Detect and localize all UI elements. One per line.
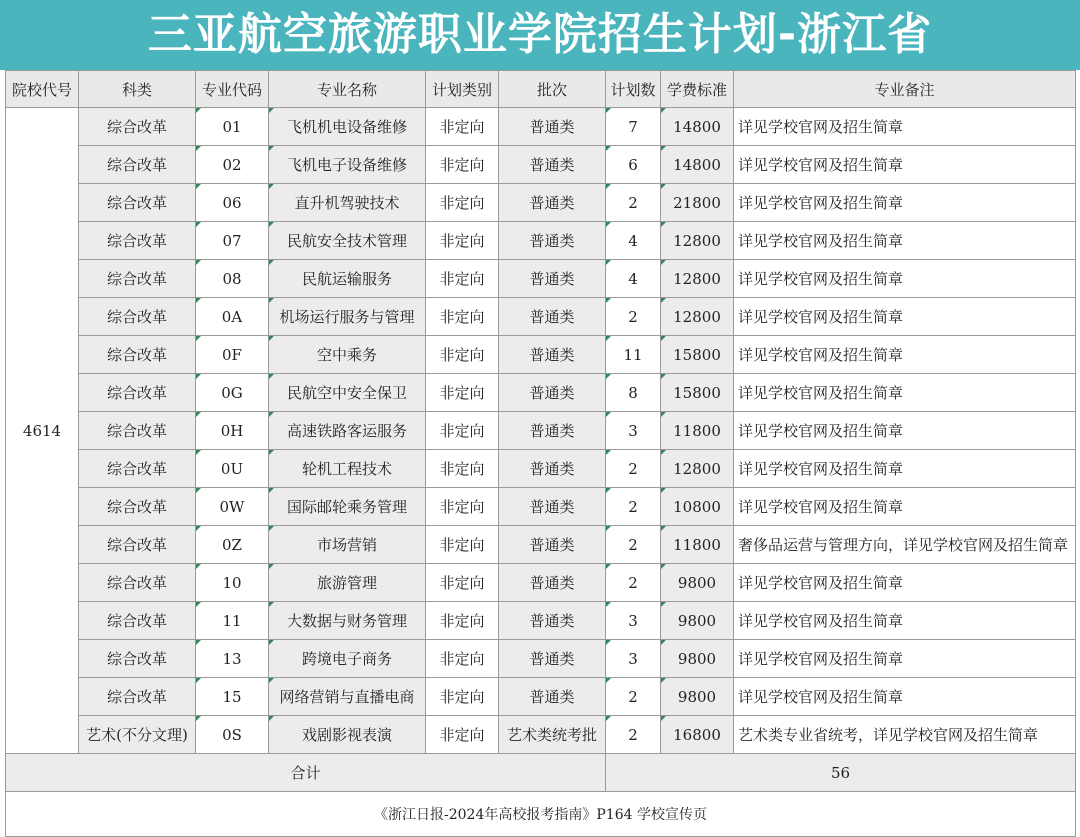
- cell-tuition: 14800: [661, 108, 734, 146]
- cell-plan-type: 非定向: [426, 412, 499, 450]
- cell-notes: 详见学校官网及招生简章: [734, 146, 1076, 184]
- cell-plan-type: 非定向: [426, 336, 499, 374]
- cell-tuition: 14800: [661, 146, 734, 184]
- cell-major-name: 飞机机电设备维修: [269, 108, 426, 146]
- cell-category: 综合改革: [79, 488, 196, 526]
- header-row: [6, 71, 1076, 108]
- cell-tuition: 15800: [661, 374, 734, 412]
- cell-major-code: 08: [196, 260, 269, 298]
- cell-category: 综合改革: [79, 374, 196, 412]
- cell-plan-count: 2: [606, 488, 661, 526]
- cell-category: 综合改革: [79, 260, 196, 298]
- cell-tuition: 9800: [661, 602, 734, 640]
- cell-major-name: 旅游管理: [269, 564, 426, 602]
- cell-major-code: 02: [196, 146, 269, 184]
- cell-category: 艺术(不分文理): [79, 716, 196, 754]
- cell-notes: 详见学校官网及招生简章: [734, 678, 1076, 716]
- cell-plan-type: 非定向: [426, 526, 499, 564]
- cell-category: 综合改革: [79, 184, 196, 222]
- cell-batch: 普通类: [499, 108, 606, 146]
- cell-tuition: 12800: [661, 222, 734, 260]
- cell-batch: 普通类: [499, 602, 606, 640]
- cell-plan-count: 11: [606, 336, 661, 374]
- cell-plan-type: 非定向: [426, 260, 499, 298]
- cell-plan-count: 3: [606, 640, 661, 678]
- cell-batch: 普通类: [499, 146, 606, 184]
- cell-major-name: 空中乘务: [269, 336, 426, 374]
- cell-batch: 普通类: [499, 526, 606, 564]
- cell-plan-type: 非定向: [426, 450, 499, 488]
- cell-major-name: 直升机驾驶技术: [269, 184, 426, 222]
- cell-tuition: 12800: [661, 450, 734, 488]
- cell-batch: 艺术类统考批: [499, 716, 606, 754]
- cell-plan-type: 非定向: [426, 640, 499, 678]
- cell-notes: 详见学校官网及招生简章: [734, 298, 1076, 336]
- cell-plan-type: 非定向: [426, 184, 499, 222]
- cell-major-code: 0W: [196, 488, 269, 526]
- table-row: [6, 108, 1076, 146]
- cell-tuition: 11800: [661, 412, 734, 450]
- cell-major-code: 07: [196, 222, 269, 260]
- cell-plan-count: 7: [606, 108, 661, 146]
- cell-plan-count: 3: [606, 602, 661, 640]
- cell-plan-count: 2: [606, 526, 661, 564]
- cell-tuition: 11800: [661, 526, 734, 564]
- cell-major-name: 国际邮轮乘务管理: [269, 488, 426, 526]
- table-row: [6, 678, 1076, 716]
- cell-plan-count: 3: [606, 412, 661, 450]
- cell-category: 综合改革: [79, 412, 196, 450]
- cell-plan-count: 2: [606, 450, 661, 488]
- table-row: [6, 640, 1076, 678]
- table-row: [6, 564, 1076, 602]
- total-row: [6, 754, 1076, 792]
- cell-plan-count: 2: [606, 564, 661, 602]
- cell-category: 综合改革: [79, 450, 196, 488]
- cell-notes: 详见学校官网及招生简章: [734, 222, 1076, 260]
- cell-tuition: 12800: [661, 260, 734, 298]
- cell-plan-type: 非定向: [426, 564, 499, 602]
- cell-category: 综合改革: [79, 564, 196, 602]
- cell-batch: 普通类: [499, 374, 606, 412]
- cell-major-code: 0G: [196, 374, 269, 412]
- cell-major-name: 市场营销: [269, 526, 426, 564]
- cell-plan-type: 非定向: [426, 716, 499, 754]
- cell-major-code: 10: [196, 564, 269, 602]
- cell-batch: 普通类: [499, 488, 606, 526]
- cell-category: 综合改革: [79, 602, 196, 640]
- cell-notes: 详见学校官网及招生简章: [734, 374, 1076, 412]
- cell-plan-count: 2: [606, 184, 661, 222]
- cell-major-code: 15: [196, 678, 269, 716]
- cell-plan-count: 2: [606, 716, 661, 754]
- cell-notes: 详见学校官网及招生简章: [734, 450, 1076, 488]
- cell-major-code: 0A: [196, 298, 269, 336]
- cell-batch: 普通类: [499, 412, 606, 450]
- table-row: [6, 298, 1076, 336]
- cell-batch: 普通类: [499, 564, 606, 602]
- cell-plan-type: 非定向: [426, 678, 499, 716]
- cell-major-name: 飞机电子设备维修: [269, 146, 426, 184]
- header-school-code: 院校代号: [6, 71, 79, 108]
- cell-major-name: 戏剧影视表演: [269, 716, 426, 754]
- cell-tuition: 21800: [661, 184, 734, 222]
- footer-row: [6, 792, 1076, 837]
- cell-batch: 普通类: [499, 640, 606, 678]
- page-title: 三亚航空旅游职业学院招生计划-浙江省: [147, 9, 933, 60]
- header-tuition: 学费标准: [661, 71, 734, 108]
- cell-notes: 详见学校官网及招生简章: [734, 412, 1076, 450]
- cell-major-name: 民航安全技术管理: [269, 222, 426, 260]
- cell-major-name: 跨境电子商务: [269, 640, 426, 678]
- cell-major-code: 0Z: [196, 526, 269, 564]
- cell-plan-type: 非定向: [426, 298, 499, 336]
- cell-notes: 艺术类专业省统考，详见学校官网及招生简章: [734, 716, 1076, 754]
- table-row: [6, 146, 1076, 184]
- cell-category: 综合改革: [79, 298, 196, 336]
- header-category: 科类: [79, 71, 196, 108]
- cell-category: 综合改革: [79, 678, 196, 716]
- cell-batch: 普通类: [499, 222, 606, 260]
- cell-tuition: 9800: [661, 678, 734, 716]
- cell-notes: 详见学校官网及招生简章: [734, 602, 1076, 640]
- cell-plan-count: 4: [606, 260, 661, 298]
- total-value: 56: [606, 754, 1076, 792]
- cell-plan-type: 非定向: [426, 108, 499, 146]
- header-major-name: 专业名称: [269, 71, 426, 108]
- cell-category: 综合改革: [79, 146, 196, 184]
- cell-notes: 详见学校官网及招生简章: [734, 640, 1076, 678]
- cell-major-code: 0U: [196, 450, 269, 488]
- cell-plan-count: 8: [606, 374, 661, 412]
- cell-major-code: 0H: [196, 412, 269, 450]
- table-row: [6, 450, 1076, 488]
- cell-notes: 详见学校官网及招生简章: [734, 336, 1076, 374]
- cell-major-code: 11: [196, 602, 269, 640]
- admission-plan-table: [5, 70, 1076, 837]
- table-row: [6, 336, 1076, 374]
- header-notes: 专业备注: [734, 71, 1076, 108]
- cell-major-name: 机场运行服务与管理: [269, 298, 426, 336]
- cell-plan-count: 4: [606, 222, 661, 260]
- cell-tuition: 9800: [661, 564, 734, 602]
- table-row: [6, 488, 1076, 526]
- cell-notes: 详见学校官网及招生简章: [734, 564, 1076, 602]
- cell-plan-type: 非定向: [426, 488, 499, 526]
- table-row: [6, 412, 1076, 450]
- header-batch: 批次: [499, 71, 606, 108]
- cell-notes: 详见学校官网及招生简章: [734, 488, 1076, 526]
- cell-batch: 普通类: [499, 450, 606, 488]
- cell-major-code: 06: [196, 184, 269, 222]
- header-plan-count: 计划数: [606, 71, 661, 108]
- table-row: [6, 602, 1076, 640]
- cell-plan-count: 2: [606, 298, 661, 336]
- cell-tuition: 15800: [661, 336, 734, 374]
- table-row: [6, 716, 1076, 754]
- cell-tuition: 12800: [661, 298, 734, 336]
- header-major-code: 专业代码: [196, 71, 269, 108]
- cell-batch: 普通类: [499, 336, 606, 374]
- cell-plan-count: 2: [606, 678, 661, 716]
- cell-notes: 详见学校官网及招生简章: [734, 260, 1076, 298]
- cell-plan-type: 非定向: [426, 374, 499, 412]
- table-row: [6, 374, 1076, 412]
- cell-major-name: 大数据与财务管理: [269, 602, 426, 640]
- cell-plan-count: 6: [606, 146, 661, 184]
- header-plan-type: 计划类别: [426, 71, 499, 108]
- cell-major-name: 民航空中安全保卫: [269, 374, 426, 412]
- cell-plan-type: 非定向: [426, 602, 499, 640]
- total-label: 合计: [6, 754, 606, 792]
- cell-notes: 奢侈品运营与管理方向，详见学校官网及招生简章: [734, 526, 1076, 564]
- cell-category: 综合改革: [79, 640, 196, 678]
- cell-major-code: 0S: [196, 716, 269, 754]
- cell-batch: 普通类: [499, 184, 606, 222]
- cell-tuition: 9800: [661, 640, 734, 678]
- cell-major-code: 0F: [196, 336, 269, 374]
- table-row: [6, 526, 1076, 564]
- cell-notes: 详见学校官网及招生简章: [734, 184, 1076, 222]
- cell-major-name: 高速铁路客运服务: [269, 412, 426, 450]
- table-row: [6, 222, 1076, 260]
- cell-batch: 普通类: [499, 260, 606, 298]
- cell-major-name: 网络营销与直播电商: [269, 678, 426, 716]
- cell-category: 综合改革: [79, 526, 196, 564]
- cell-tuition: 10800: [661, 488, 734, 526]
- cell-major-name: 民航运输服务: [269, 260, 426, 298]
- cell-category: 综合改革: [79, 222, 196, 260]
- cell-batch: 普通类: [499, 298, 606, 336]
- cell-major-code: 13: [196, 640, 269, 678]
- cell-batch: 普通类: [499, 678, 606, 716]
- cell-school-code: 4614: [6, 108, 79, 754]
- cell-plan-type: 非定向: [426, 146, 499, 184]
- cell-category: 综合改革: [79, 336, 196, 374]
- table-body: [6, 108, 1076, 837]
- cell-category: 综合改革: [79, 108, 196, 146]
- cell-plan-type: 非定向: [426, 222, 499, 260]
- source-footer: 《浙江日报-2024年高校报考指南》P164 学校宣传页: [6, 792, 1076, 837]
- cell-tuition: 16800: [661, 716, 734, 754]
- cell-notes: 详见学校官网及招生简章: [734, 108, 1076, 146]
- cell-major-code: 01: [196, 108, 269, 146]
- table-row: [6, 260, 1076, 298]
- cell-major-name: 轮机工程技术: [269, 450, 426, 488]
- table-row: [6, 184, 1076, 222]
